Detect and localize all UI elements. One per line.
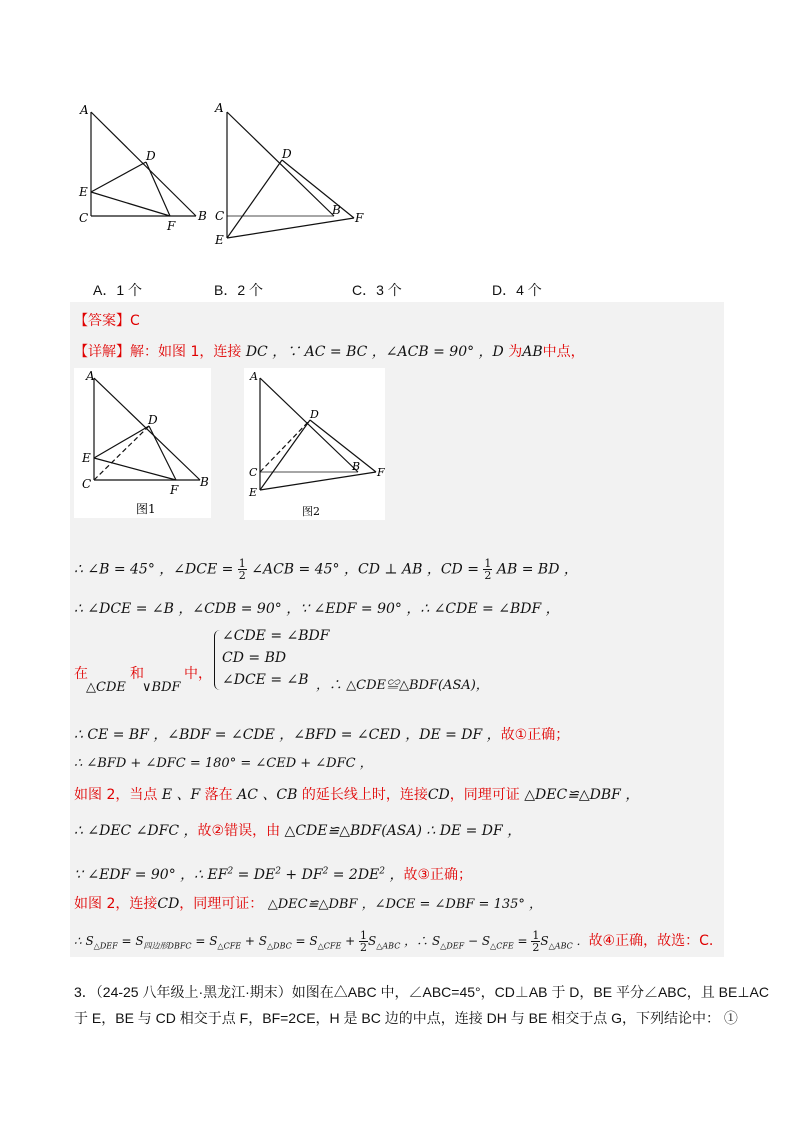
label-D: D [310, 408, 319, 421]
line6-c: 落在 [204, 787, 233, 803]
line10-sub4: △DBC [267, 941, 292, 951]
line10-h: ，∴ S [400, 934, 441, 948]
label-B: B [352, 460, 361, 473]
detail-intro-math: DC ，∵ AC = BC ，∠ACB = 90° ，D [245, 344, 504, 360]
line10-a: ∴ S [74, 934, 94, 948]
fraction-den: 2 [238, 569, 246, 582]
proof-line-9 [74, 893, 542, 913]
question-3-line-1: 3．（24-25 八年级上·黑龙江·期末）如图在△ABC 中，∠ABC=45°，CD⊥AB 于 D，BE 平分∠ABC，且 BE⊥AC [74, 984, 769, 1000]
word-zhong: 中， [184, 666, 212, 682]
line7-b: 故②错误，由 [197, 823, 281, 839]
label-A: A [86, 369, 95, 383]
line10-j: = [513, 934, 528, 948]
triangle-cde: △CDE [86, 680, 126, 695]
line1-part-a: ∴ ∠B = 45° ，∠DCE = [74, 561, 234, 578]
system-eq-2: CD = BD [222, 650, 287, 666]
label-B: B [200, 475, 209, 489]
label-E: E [215, 233, 224, 247]
word-he: 和 [130, 666, 144, 682]
system-eq-1: ∠CDE = ∠BDF [222, 628, 330, 644]
line10-f: + [341, 934, 356, 948]
line6-h: △DEC≌△DBF ， [524, 787, 640, 803]
fraction-half [238, 558, 247, 581]
proof-line-7 [74, 820, 521, 840]
label-A: A [215, 101, 224, 115]
line9-d: △DEC≌△DBF ，∠DCE = ∠DBF = 135° ， [267, 897, 543, 912]
label-A: A [250, 370, 258, 383]
line8-b: = DE [233, 867, 276, 883]
option-b: B．2 个 [214, 282, 264, 298]
line10-sub8: △CFE [490, 941, 514, 951]
detail-intro-mid: 为 [508, 344, 523, 360]
line10-sub2: 四边形DBFC [143, 941, 192, 951]
answer-label: 【答案】 [74, 313, 130, 329]
detail-intro-math2: AB [522, 344, 543, 360]
triangle-bdf: ∨BDF [142, 680, 181, 695]
proof-line-8 [74, 864, 472, 884]
line7-a: ∴ ∠DEC ∠DFC ， [74, 823, 198, 839]
fraction-den: 2 [484, 569, 492, 582]
proof-line-5: ∴ ∠BFD + ∠DFC = 180° = ∠CED + ∠DFC ， [74, 756, 373, 771]
label-C: C [79, 211, 89, 225]
option-d: D．4 个 [492, 282, 542, 298]
congruence-conclusion: ，∴ △CDE≌△BDF(ASA)， [316, 678, 489, 693]
label-F: F [377, 466, 385, 479]
label-B: B [198, 209, 207, 223]
fraction-den: 2 [360, 941, 367, 954]
word-zai: 在 [74, 666, 88, 682]
line6-b: E 、F [161, 787, 201, 803]
square-2: 2 [275, 866, 281, 877]
fraction-half-3 [359, 930, 368, 953]
fraction-num: 1 [532, 929, 540, 942]
line10-sub9: △ABC [548, 941, 573, 951]
label-E: E [79, 185, 88, 199]
detail-label: 【详解】 [74, 344, 130, 360]
detail-intro: 解：如图 1，连接 [130, 344, 242, 360]
line10-sub7: △DEF [440, 941, 465, 951]
line10-sub3: △CFE [217, 941, 242, 951]
line9-b: CD [157, 896, 180, 912]
line10-sub1: △DEF [93, 941, 118, 951]
label-D: D [282, 147, 292, 161]
top-figure-1 [78, 100, 213, 235]
line8-e: ， [385, 867, 404, 883]
line1-part-b: ∠ACB = 45° ，CD ⊥ AB ，CD = [251, 561, 479, 578]
fraction-num: 1 [360, 929, 367, 942]
proof-line-6 [74, 784, 639, 804]
line10-l: ． [572, 934, 589, 948]
detail-figure-1 [74, 368, 211, 518]
label-D: D [146, 149, 156, 163]
line10-i: − S [464, 934, 491, 948]
line6-f: CD [427, 787, 450, 803]
fraction-half-2 [483, 558, 492, 581]
line9-a: 如图 2，连接 [74, 896, 158, 912]
label-E: E [249, 486, 258, 499]
option-c: C．3 个 [352, 282, 402, 298]
label-D: D [148, 413, 158, 427]
fraction-num: 1 [484, 557, 492, 570]
line10-b: = S [117, 934, 144, 948]
line8-d: = 2DE [328, 867, 380, 883]
proof-line-1 [74, 558, 578, 581]
line9-c: ，同理可证： [179, 896, 264, 912]
line6-g: ，同理可证 [449, 787, 520, 803]
system-eq-3: ∠DCE = ∠B [222, 672, 309, 688]
line10-g: S [368, 934, 377, 948]
detail-figure-2 [244, 368, 385, 520]
line6-e: 的延长线上时，连接 [301, 787, 428, 803]
fraction-num: 1 [238, 557, 246, 570]
line8-c: + DF [280, 867, 323, 883]
figure-2-caption: 图2 [302, 505, 320, 518]
label-A: A [80, 103, 89, 117]
line10-sub5: △CFE [317, 941, 342, 951]
line10-conclusion: 故④正确，故选：C. [588, 933, 714, 949]
line10-d: + S [241, 934, 267, 948]
fraction-den: 2 [532, 941, 540, 954]
question-3-line-2: 于 E，BE 与 CD 相交于点 F，BF=2CE，H 是 BC 边的中点，连接 DH 与 BE 相交于点 G，下列结论中： ① [74, 1010, 738, 1026]
figure-1-caption: 图1 [136, 502, 156, 516]
line10-c: = S [191, 934, 218, 948]
answer-line [74, 310, 140, 330]
line4-math: ∴ CE = BF ，∠BDF = ∠CDE ，∠BFD = ∠CED ，DE = DF ， [74, 727, 501, 743]
line6-d: AC 、CB [237, 787, 298, 803]
option-a: A．1 个 [93, 282, 143, 298]
label-F: F [355, 211, 364, 225]
label-C: C [215, 209, 225, 223]
proof-line-10 [74, 930, 713, 953]
line4-conclusion: 故①正确； [500, 727, 570, 743]
label-C: C [82, 477, 92, 491]
detail-intro-line [74, 341, 585, 361]
line10-sub6: △ABC [376, 941, 401, 951]
detail-intro-end: 中点， [542, 344, 585, 360]
label-E: E [82, 451, 91, 465]
line1-part-c: AB = BD ， [496, 561, 578, 578]
line7-c: △CDE≌△BDF(ASA) ∴ DE = DF ， [284, 823, 522, 839]
square-3: 2 [322, 866, 329, 877]
answer-value: C [130, 313, 140, 329]
top-figure-2 [212, 98, 372, 248]
square-1: 2 [227, 866, 234, 877]
line10-k: S [540, 934, 549, 948]
label-F: F [167, 219, 176, 233]
label-C: C [249, 466, 258, 479]
proof-line-4 [74, 724, 569, 744]
line8-conclusion: 故③正确； [403, 867, 473, 883]
proof-line-2: ∴ ∠DCE = ∠B ，∠CDB = 90° ，∵ ∠EDF = 90° ，∴ ∠CDE = ∠BDF ， [74, 601, 560, 617]
line6-a: 如图 2，当点 [74, 787, 158, 803]
square-4: 2 [379, 866, 386, 877]
label-F: F [170, 483, 179, 497]
line10-e: = S [291, 934, 318, 948]
line8-a: ∵ ∠EDF = 90° ，∴ EF [74, 867, 228, 883]
label-B: B [332, 203, 341, 217]
